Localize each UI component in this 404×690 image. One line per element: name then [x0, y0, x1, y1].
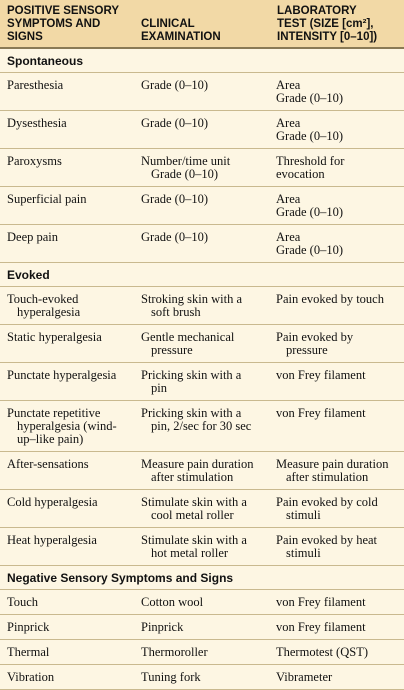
cell-line: soft brush: [151, 305, 201, 319]
clinical-exam-cell: [134, 528, 270, 566]
clinical-exam-cell: [134, 640, 270, 665]
table-row: [0, 401, 404, 452]
cell-line: Stroking skin with a: [141, 292, 243, 306]
cell-line: Grade (0–10): [141, 192, 208, 206]
cell-line: Dysesthesia: [7, 116, 67, 130]
section-title: Spontaneous: [0, 48, 404, 73]
lab-test-cell: [270, 287, 404, 325]
clinical-exam-cell: [134, 225, 270, 263]
lab-test-cell: [270, 590, 404, 615]
cell-line: up–like pain): [17, 432, 84, 446]
cell-line: Cold hyperalgesia: [7, 495, 98, 509]
table-row: [0, 225, 404, 263]
symptom-cell: [0, 528, 134, 566]
cell-line: Stimulate skin with a: [141, 495, 247, 509]
section-header-row: [0, 566, 404, 590]
cell-line: von Frey filament: [276, 368, 366, 382]
clinical-exam-cell: [134, 401, 270, 452]
header-positive-symptoms: POSITIVE SENSORY SYMPTOMS AND SIGNS: [0, 0, 134, 48]
symptom-cell: [0, 490, 134, 528]
cell-line: Measure pain duration: [141, 457, 254, 471]
clinical-exam-cell: [134, 111, 270, 149]
cell-line: Touch-evoked: [7, 292, 79, 306]
cell-line: Number/time unit: [141, 154, 231, 168]
cell-line: Paroxysms: [7, 154, 62, 168]
symptom-cell: [0, 665, 134, 690]
table-row: [0, 490, 404, 528]
lab-test-cell: [270, 111, 404, 149]
lab-test-cell: [270, 528, 404, 566]
cell-line: Touch: [7, 595, 39, 609]
symptom-cell: [0, 111, 134, 149]
symptom-cell: [0, 401, 134, 452]
cell-line: Area: [276, 192, 301, 206]
cell-line: after stimulation: [151, 470, 234, 484]
cell-line: Pain evoked by: [276, 330, 354, 344]
cell-line: Grade (0–10): [276, 91, 343, 105]
cell-line: Paresthesia: [7, 78, 64, 92]
header-row: [0, 0, 404, 48]
header-laboratory-test: LABORATORY TEST (SIZE [cm²], INTENSITY [0–10]): [270, 0, 404, 48]
cell-line: Cotton wool: [141, 595, 204, 609]
cell-line: Vibration: [7, 670, 55, 684]
lab-test-cell: [270, 490, 404, 528]
cell-line: Grade (0–10): [141, 116, 208, 130]
cell-line: After-sensations: [7, 457, 89, 471]
cell-line: Grade (0–10): [276, 129, 343, 143]
cell-line: Thermotest (QST): [276, 645, 368, 659]
cell-line: hyperalgesia (wind-: [17, 419, 117, 433]
section-header-row: [0, 48, 404, 73]
cell-line: Deep pain: [7, 230, 59, 244]
cell-line: von Frey filament: [276, 620, 366, 634]
cell-line: Pricking skin with a: [141, 368, 242, 382]
table-body: [0, 48, 404, 690]
cell-line: Pinprick: [7, 620, 50, 634]
cell-line: Grade (0–10): [276, 243, 343, 257]
header-clinical-examination: CLINICAL EXAMINATION: [134, 0, 270, 48]
cell-line: Grade (0–10): [151, 167, 218, 181]
clinical-exam-cell: [134, 452, 270, 490]
table-row: [0, 528, 404, 566]
symptom-cell: [0, 590, 134, 615]
cell-line: Pinprick: [141, 620, 184, 634]
cell-line: stimuli: [286, 508, 321, 522]
lab-test-cell: [270, 187, 404, 225]
cell-line: stimuli: [286, 546, 321, 560]
cell-line: Pricking skin with a: [141, 406, 242, 420]
clinical-exam-cell: [134, 287, 270, 325]
lab-test-cell: [270, 640, 404, 665]
cell-line: pressure: [286, 343, 328, 357]
cell-line: Heat hyperalgesia: [7, 533, 97, 547]
table-row: [0, 590, 404, 615]
cell-line: pressure: [151, 343, 193, 357]
cell-line: Punctate repetitive: [7, 406, 101, 420]
table-row: [0, 363, 404, 401]
lab-test-cell: [270, 363, 404, 401]
lab-test-cell: [270, 149, 404, 187]
table-row: [0, 73, 404, 111]
symptom-cell: [0, 452, 134, 490]
clinical-exam-cell: [134, 73, 270, 111]
cell-line: Grade (0–10): [141, 78, 208, 92]
symptom-cell: [0, 325, 134, 363]
cell-line: Threshold for: [276, 154, 345, 168]
cell-line: Area: [276, 116, 301, 130]
cell-line: Thermoroller: [141, 645, 208, 659]
lab-test-cell: [270, 665, 404, 690]
cell-line: Pain evoked by touch: [276, 292, 384, 306]
lab-test-cell: [270, 401, 404, 452]
lab-test-cell: [270, 325, 404, 363]
cell-line: pin, 2/sec for 30 sec: [151, 419, 252, 433]
cell-line: Vibrameter: [276, 670, 333, 684]
clinical-exam-cell: [134, 665, 270, 690]
table-row: [0, 149, 404, 187]
clinical-exam-cell: [134, 149, 270, 187]
clinical-exam-cell: [134, 187, 270, 225]
cell-line: Grade (0–10): [276, 205, 343, 219]
clinical-exam-cell: [134, 363, 270, 401]
symptom-cell: [0, 187, 134, 225]
symptom-cell: [0, 640, 134, 665]
cell-line: evocation: [276, 167, 325, 181]
cell-line: Thermal: [7, 645, 50, 659]
cell-line: hot metal roller: [151, 546, 229, 560]
lab-test-cell: [270, 452, 404, 490]
symptom-cell: [0, 149, 134, 187]
table-row: [0, 111, 404, 149]
section-title: Evoked: [0, 263, 404, 287]
clinical-exam-cell: [134, 325, 270, 363]
cell-line: Pain evoked by cold: [276, 495, 378, 509]
lab-test-cell: [270, 225, 404, 263]
cell-line: Tuning fork: [141, 670, 201, 684]
cell-line: von Frey filament: [276, 595, 366, 609]
symptom-cell: [0, 225, 134, 263]
cell-line: Punctate hyperalgesia: [7, 368, 117, 382]
cell-line: Area: [276, 78, 301, 92]
lab-test-cell: [270, 73, 404, 111]
symptom-cell: [0, 73, 134, 111]
cell-line: von Frey filament: [276, 406, 366, 420]
table-row: [0, 187, 404, 225]
table-row: [0, 665, 404, 690]
cell-line: Measure pain duration: [276, 457, 389, 471]
cell-line: Static hyperalgesia: [7, 330, 102, 344]
table-row: [0, 325, 404, 363]
cell-line: Area: [276, 230, 301, 244]
clinical-exam-cell: [134, 590, 270, 615]
cell-line: Pain evoked by heat: [276, 533, 378, 547]
cell-line: Gentle mechanical: [141, 330, 235, 344]
table-row: [0, 287, 404, 325]
cell-line: hyperalgesia: [17, 305, 81, 319]
section-title: Negative Sensory Symptoms and Signs: [0, 566, 404, 590]
table-row: [0, 640, 404, 665]
cell-line: Stimulate skin with a: [141, 533, 247, 547]
section-header-row: [0, 263, 404, 287]
cell-line: Grade (0–10): [141, 230, 208, 244]
symptom-cell: [0, 363, 134, 401]
symptom-cell: [0, 287, 134, 325]
cell-line: pin: [151, 381, 167, 395]
clinical-exam-cell: [134, 490, 270, 528]
cell-line: Superficial pain: [7, 192, 87, 206]
cell-line: after stimulation: [286, 470, 369, 484]
cell-line: cool metal roller: [151, 508, 234, 522]
table-row: [0, 452, 404, 490]
